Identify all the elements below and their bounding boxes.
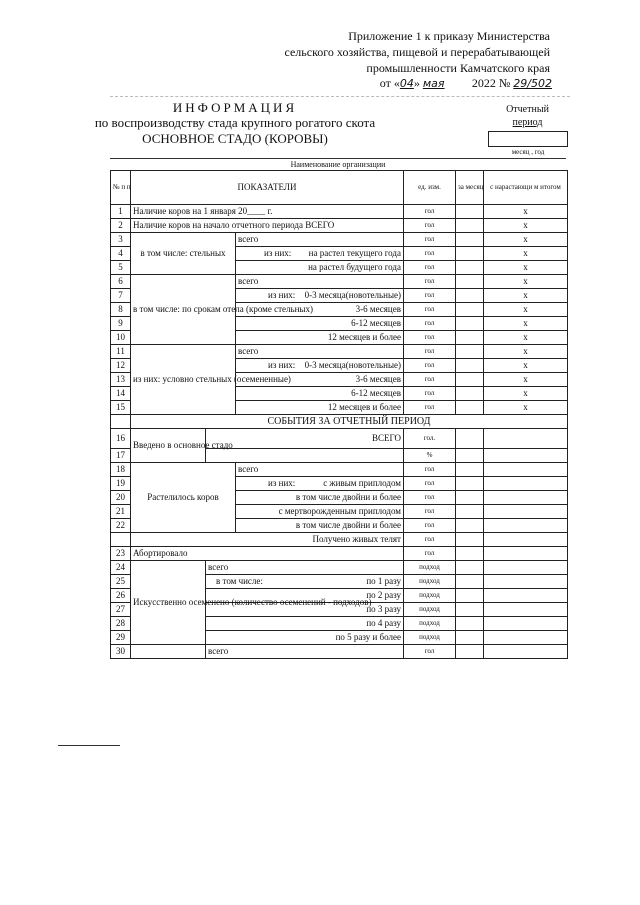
cumulative-cell: x: [484, 289, 568, 303]
row-label: 6-12 месяцев: [236, 387, 404, 401]
header-indicators: ПОКАЗАТЕЛИ: [131, 171, 404, 205]
month-cell[interactable]: [456, 589, 484, 603]
cumulative-cell[interactable]: [484, 505, 568, 519]
row-number: 27: [111, 603, 131, 617]
row-unit: гол: [404, 373, 456, 387]
date-mid: »: [413, 76, 420, 90]
row-number: 2: [111, 219, 131, 233]
month-cell[interactable]: [456, 561, 484, 575]
row-unit: гол: [404, 247, 456, 261]
cumulative-cell: x: [484, 247, 568, 261]
iz-nih-label: из них:: [268, 290, 296, 300]
month-cell[interactable]: [456, 219, 484, 233]
document-section-title: ОСНОВНОЕ СТАДО (КОРОВЫ): [142, 131, 328, 146]
footnote-rule: [58, 745, 120, 746]
table-row: [111, 429, 568, 449]
row-sublabel: на растел текущего года: [308, 248, 401, 258]
row-unit: подход: [404, 575, 456, 589]
row-unit: гол: [404, 387, 456, 401]
row-unit: гол: [404, 261, 456, 275]
group-label-calving-terms: в том числе: по срокам отела (кроме стельных): [131, 275, 236, 345]
document-title: ИНФОРМАЦИЯ: [172, 100, 298, 115]
cumulative-cell[interactable]: [484, 631, 568, 645]
cumulative-cell[interactable]: [484, 547, 568, 561]
table-row: [111, 275, 568, 289]
month-cell[interactable]: [456, 233, 484, 247]
row-sublabel: 0-3 месяца(новотельные): [304, 290, 401, 300]
row-label: всего: [236, 233, 404, 247]
row-sublabel: всего: [206, 645, 404, 659]
row-label: всего: [206, 561, 404, 575]
cumulative-cell: x: [484, 233, 568, 247]
header-line-2: сельского хозяйства, пищевой и перерабатывающей: [284, 45, 550, 59]
faint-dash-line: [110, 96, 570, 97]
row-unit: подход: [404, 631, 456, 645]
row-label: с мертворожденным приплодом: [236, 505, 404, 519]
row-label: в том числе двойни и более: [236, 519, 404, 533]
table-row: [111, 205, 568, 219]
group-label-pregnant: в том числе: стельных: [131, 233, 236, 275]
row-number: 16: [111, 429, 131, 449]
row-number: 28: [111, 617, 131, 631]
organization-name-line[interactable]: [110, 158, 566, 159]
date-month: мая: [422, 77, 445, 90]
period-label-1: Отчетный: [506, 104, 549, 115]
cumulative-cell[interactable]: [484, 477, 568, 491]
cumulative-cell: x: [484, 303, 568, 317]
date-prefix: от «: [379, 76, 400, 90]
row-label: 6-12 месяцев: [236, 317, 404, 331]
month-cell[interactable]: [456, 449, 484, 463]
month-cell[interactable]: [456, 359, 484, 373]
month-cell[interactable]: [456, 603, 484, 617]
row-label: [236, 477, 404, 491]
row-unit: гол: [404, 275, 456, 289]
row-sublabel: 0-3 месяца(новотельные): [304, 360, 401, 370]
iz-nih-label: из них:: [264, 248, 292, 258]
cumulative-cell[interactable]: [484, 463, 568, 477]
row-unit: подход: [404, 617, 456, 631]
row-unit: гол: [404, 401, 456, 415]
row-unit: гол: [404, 233, 456, 247]
cumulative-cell: x: [484, 331, 568, 345]
row-unit: гол: [404, 645, 456, 659]
header-line-1: Приложение 1 к приказу Министерства: [348, 29, 550, 43]
table-row: [111, 233, 568, 247]
row-unit: гол: [404, 219, 456, 233]
row-unit: гол: [404, 463, 456, 477]
header-month: за месяц: [456, 171, 484, 205]
row-number: 24: [111, 561, 131, 575]
row-number: 8: [111, 303, 131, 317]
row-unit: гол: [404, 519, 456, 533]
row-unit: гол: [404, 359, 456, 373]
row-label: 3-6 месяцев: [236, 303, 404, 317]
row-number: 12: [111, 359, 131, 373]
row-number: 11: [111, 345, 131, 359]
header-cumulative: с нарастающи м итогом: [484, 171, 568, 205]
row-unit: гол: [404, 317, 456, 331]
row-number: 19: [111, 477, 131, 491]
events-section-title: СОБЫТИЯ ЗА ОТЧЕТНЫЙ ПЕРИОД: [131, 415, 568, 429]
row-number: 3: [111, 233, 131, 247]
row-unit: гол: [404, 303, 456, 317]
month-cell[interactable]: [456, 247, 484, 261]
row-unit: гол.: [404, 429, 456, 449]
row-number: 23: [111, 547, 131, 561]
row-label: всего: [236, 275, 404, 289]
row-label: на растел будущего года: [236, 261, 404, 275]
row-label: по 4 разу: [206, 617, 404, 631]
cumulative-cell: x: [484, 401, 568, 415]
month-cell[interactable]: [456, 617, 484, 631]
month-cell[interactable]: [456, 331, 484, 345]
row-unit: гол: [404, 547, 456, 561]
row-label: [236, 247, 404, 261]
row-label: 12 месяцев и более: [236, 331, 404, 345]
group-label-insemination: Искусственно осеменено (количество осеменений - подходов): [131, 561, 206, 645]
row-sublabel: с живым приплодом: [323, 478, 401, 488]
month-cell[interactable]: [456, 463, 484, 477]
cumulative-cell[interactable]: [484, 429, 568, 449]
month-cell[interactable]: [456, 373, 484, 387]
row-label: [206, 575, 404, 589]
cumulative-cell: x: [484, 205, 568, 219]
row-number: 7: [111, 289, 131, 303]
group-label-conditionally-pregnant: из них: условно стельных (осемененные): [131, 345, 236, 415]
cumulative-cell: x: [484, 275, 568, 289]
row-label: по 3 разу: [206, 603, 404, 617]
period-label-2: период: [512, 117, 543, 128]
month-cell[interactable]: [456, 345, 484, 359]
period-caption: месяц , год: [511, 148, 545, 156]
row-number: 21: [111, 505, 131, 519]
month-cell[interactable]: [456, 429, 484, 449]
month-cell[interactable]: [456, 289, 484, 303]
date-year: 2022 №: [471, 76, 511, 90]
row-label: Абортировало: [131, 547, 404, 561]
date-day: 04: [399, 77, 414, 90]
month-cell[interactable]: [456, 317, 484, 331]
v-tom-chisle-label: в том числе:: [216, 576, 263, 586]
header-line-3: промышленности Камчатского края: [366, 61, 550, 75]
row-number: 13: [111, 373, 131, 387]
month-cell[interactable]: [456, 575, 484, 589]
month-cell[interactable]: [456, 401, 484, 415]
order-date-line: [380, 76, 552, 91]
row-label: по 5 разу и более: [206, 631, 404, 645]
month-cell[interactable]: [456, 275, 484, 289]
row-number: 18: [111, 463, 131, 477]
row-number: 4: [111, 247, 131, 261]
cumulative-cell: x: [484, 373, 568, 387]
row-sublabel: по 1 разу: [366, 576, 401, 586]
cumulative-cell[interactable]: [484, 575, 568, 589]
table-row: [111, 645, 568, 659]
order-reference: [230, 28, 550, 76]
table-row: [111, 463, 568, 477]
month-cell[interactable]: [456, 533, 484, 547]
row-number: 29: [111, 631, 131, 645]
row-unit: гол: [404, 491, 456, 505]
cumulative-cell[interactable]: [484, 645, 568, 659]
month-cell[interactable]: [456, 645, 484, 659]
row-number: 20: [111, 491, 131, 505]
row-label: по 2 разу: [206, 589, 404, 603]
month-cell[interactable]: [456, 205, 484, 219]
row-number: 1: [111, 205, 131, 219]
row-label: всего: [236, 345, 404, 359]
cumulative-cell[interactable]: [484, 617, 568, 631]
row-label: ВСЕГО: [206, 429, 404, 449]
row-label: в том числе двойни и более: [236, 491, 404, 505]
month-cell[interactable]: [456, 303, 484, 317]
cumulative-cell: x: [484, 387, 568, 401]
header-unit: ед. изм.: [404, 171, 456, 205]
section-header-row: [111, 415, 568, 429]
header-number: № п п: [111, 171, 131, 205]
row-number: 26: [111, 589, 131, 603]
table-row: [111, 547, 568, 561]
row-label: [206, 449, 404, 463]
row-unit: подход: [404, 603, 456, 617]
row-number: 5: [111, 261, 131, 275]
indicators-table: [110, 170, 568, 659]
row-label: [131, 645, 206, 659]
row-number: 9: [111, 317, 131, 331]
cumulative-cell[interactable]: [484, 519, 568, 533]
document-subtitle: по воспроизводству стада крупного рогатого скота: [94, 115, 376, 130]
group-label-introduced: Введено в основное стадо: [131, 429, 206, 463]
row-number: 10: [111, 331, 131, 345]
month-cell[interactable]: [456, 547, 484, 561]
table-row: [111, 219, 568, 233]
table-row: [111, 561, 568, 575]
row-label: Наличие коров на начало отчетного периода ВСЕГО: [131, 219, 404, 233]
month-cell[interactable]: [456, 631, 484, 645]
organization-name-caption: Наименование организации: [290, 160, 386, 169]
document-number: 29/502: [513, 77, 552, 90]
row-label: Наличие коров на 1 января 20____ г.: [131, 205, 404, 219]
row-unit: гол: [404, 477, 456, 491]
row-number: 14: [111, 387, 131, 401]
row-unit: %: [404, 449, 456, 463]
iz-nih-label: из них:: [268, 360, 296, 370]
cumulative-cell: x: [484, 261, 568, 275]
month-cell[interactable]: [456, 519, 484, 533]
row-label: 3-6 месяцев: [236, 373, 404, 387]
month-cell[interactable]: [456, 387, 484, 401]
row-unit: подход: [404, 561, 456, 575]
table-row: [111, 345, 568, 359]
live-calves-row: [111, 533, 568, 547]
row-unit: гол: [404, 205, 456, 219]
row-label: Получено живых телят: [131, 533, 404, 547]
row-unit: гол: [404, 533, 456, 547]
cumulative-cell: x: [484, 359, 568, 373]
row-unit: подход: [404, 589, 456, 603]
row-number: 25: [111, 575, 131, 589]
group-label-calved: Растелилось коров: [131, 463, 236, 533]
month-cell[interactable]: [456, 505, 484, 519]
cumulative-cell[interactable]: [484, 561, 568, 575]
month-cell[interactable]: [456, 477, 484, 491]
row-unit: гол: [404, 345, 456, 359]
row-label: всего: [236, 463, 404, 477]
row-number: 17: [111, 449, 131, 463]
row-number: 30: [111, 645, 131, 659]
row-label: [236, 359, 404, 373]
reporting-period-box[interactable]: [488, 131, 568, 147]
row-number: 22: [111, 519, 131, 533]
month-cell[interactable]: [456, 491, 484, 505]
cumulative-cell: x: [484, 219, 568, 233]
row-number: 6: [111, 275, 131, 289]
cumulative-cell[interactable]: [484, 533, 568, 547]
row-unit: гол: [404, 289, 456, 303]
row-label: 12 месяцев и более: [236, 401, 404, 415]
cumulative-cell: x: [484, 345, 568, 359]
row-unit: гол: [404, 331, 456, 345]
cumulative-cell: x: [484, 317, 568, 331]
month-cell[interactable]: [456, 261, 484, 275]
cumulative-cell[interactable]: [484, 449, 568, 463]
cumulative-cell[interactable]: [484, 589, 568, 603]
reporting-period-label: [490, 103, 565, 129]
table-header-row: [111, 171, 568, 205]
row-number: 15: [111, 401, 131, 415]
cumulative-cell[interactable]: [484, 603, 568, 617]
row-label: [236, 289, 404, 303]
row-unit: гол: [404, 505, 456, 519]
iz-nih-label: из них:: [268, 478, 296, 488]
cumulative-cell[interactable]: [484, 491, 568, 505]
